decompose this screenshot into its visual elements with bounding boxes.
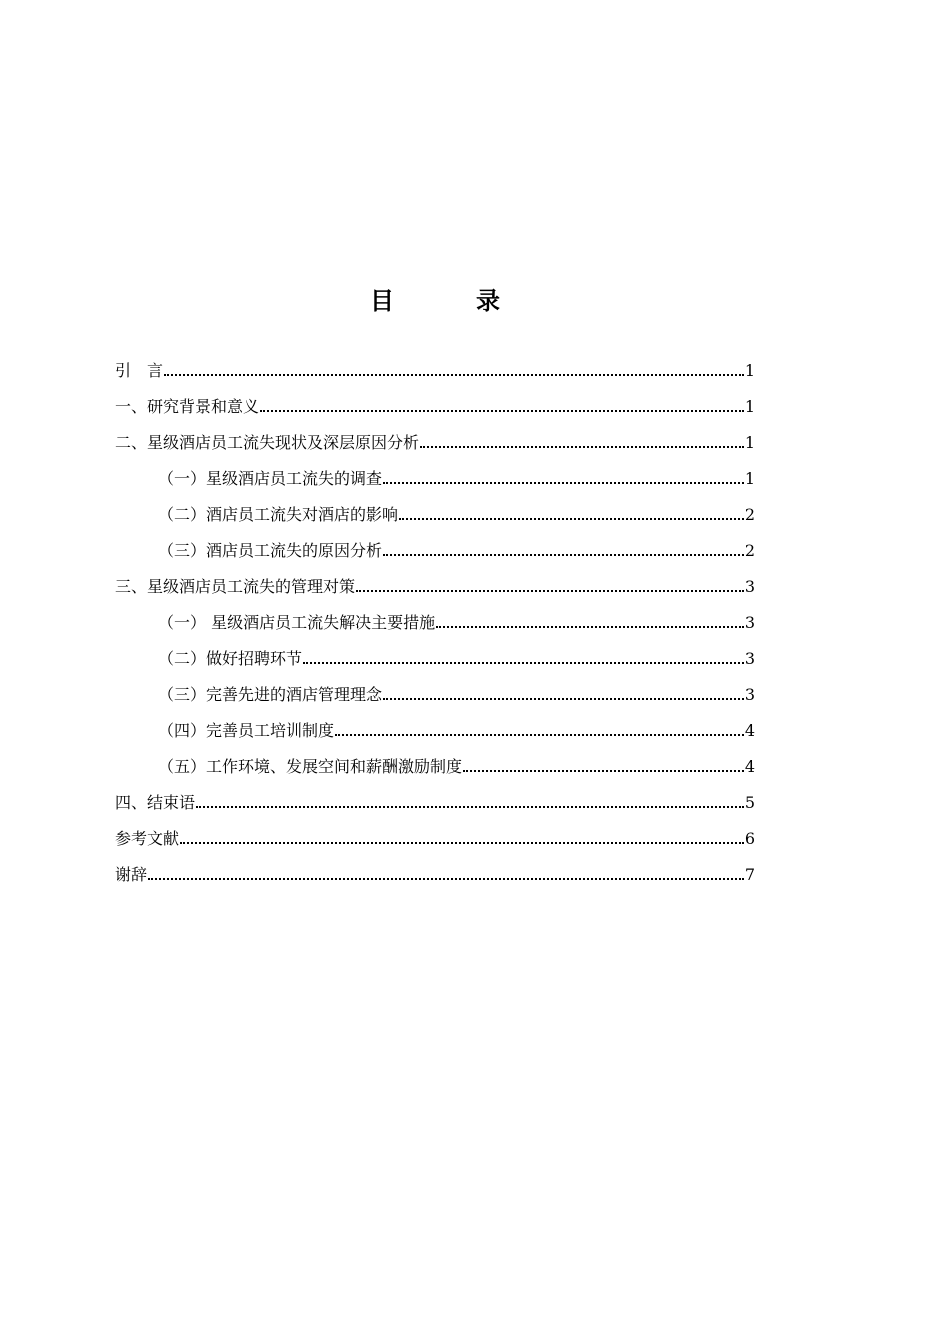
- dot-leader: [335, 720, 744, 742]
- toc-entry[interactable]: [115, 706, 755, 742]
- toc-entry-page: 7: [744, 865, 755, 884]
- dot-leader: [148, 864, 744, 886]
- toc-entry[interactable]: [115, 346, 755, 382]
- toc-entry-label: （三）酒店员工流失的原因分析: [158, 541, 383, 560]
- dot-leader: [463, 756, 744, 778]
- toc-list: [115, 346, 755, 886]
- toc-entry[interactable]: [115, 454, 755, 490]
- dot-leader: [164, 360, 744, 382]
- dot-leader: [356, 576, 744, 598]
- dot-leader: [383, 540, 744, 562]
- dot-leader: [383, 684, 744, 706]
- toc-entry-label: 参考文献: [115, 829, 180, 848]
- toc-entry-label: （三）完善先进的酒店管理理念: [158, 685, 383, 704]
- toc-entry-label: 四、结束语: [115, 793, 196, 812]
- toc-entry-label: （二）酒店员工流失对酒店的影响: [158, 505, 399, 524]
- dot-leader: [260, 396, 744, 418]
- toc-entry-label: 一、研究背景和意义: [115, 397, 260, 416]
- toc-entry-label: （一） 星级酒店员工流失解决主要措施: [158, 613, 436, 632]
- toc-entry-page: 5: [744, 793, 755, 812]
- toc-entry[interactable]: [115, 850, 755, 886]
- toc-entry-page: 3: [744, 685, 755, 704]
- toc-entry-label: （四）完善员工培训制度: [158, 721, 335, 740]
- dot-leader: [180, 828, 744, 850]
- toc-entry-page: 4: [744, 721, 755, 740]
- dot-leader: [196, 792, 744, 814]
- toc-entry[interactable]: [115, 418, 755, 454]
- toc-entry-label: 二、星级酒店员工流失现状及深层原因分析: [115, 433, 420, 452]
- dot-leader: [383, 468, 744, 490]
- toc-entry-page: 1: [744, 469, 755, 488]
- toc-entry-label: （五）工作环境、发展空间和薪酬激励制度: [158, 757, 463, 776]
- toc-entry-label: 三、星级酒店员工流失的管理对策: [115, 577, 356, 596]
- toc-entry-page: 1: [744, 361, 755, 380]
- toc-entry[interactable]: [115, 526, 755, 562]
- toc-entry[interactable]: [115, 490, 755, 526]
- toc-entry[interactable]: [115, 562, 755, 598]
- dot-leader: [399, 504, 744, 526]
- toc-entry-page: 3: [744, 577, 755, 596]
- toc-entry[interactable]: [115, 814, 755, 850]
- toc-entry-page: 6: [744, 829, 755, 848]
- dot-leader: [303, 648, 744, 670]
- toc-entry[interactable]: [115, 598, 755, 634]
- toc-entry-page: 3: [744, 613, 755, 632]
- dot-leader: [436, 612, 744, 634]
- toc-entry-label: （一）星级酒店员工流失的调查: [158, 469, 383, 488]
- toc-entry-label: （二）做好招聘环节: [158, 649, 303, 668]
- toc-title: 目录: [370, 287, 582, 315]
- toc-entry-label: 谢辞: [115, 865, 148, 884]
- toc-entry-page: 3: [744, 649, 755, 668]
- toc-entry[interactable]: [115, 742, 755, 778]
- toc-entry[interactable]: [115, 778, 755, 814]
- toc-entry[interactable]: [115, 670, 755, 706]
- toc-entry-page: 2: [744, 541, 755, 560]
- toc-entry[interactable]: [115, 634, 755, 670]
- toc-entry-page: 4: [744, 757, 755, 776]
- toc-entry[interactable]: [115, 382, 755, 418]
- toc-entry-page: 1: [744, 433, 755, 452]
- dot-leader: [420, 432, 744, 454]
- toc-entry-page: 2: [744, 505, 755, 524]
- toc-entry-label: 引 言: [115, 361, 164, 380]
- toc-entry-page: 1: [744, 397, 755, 416]
